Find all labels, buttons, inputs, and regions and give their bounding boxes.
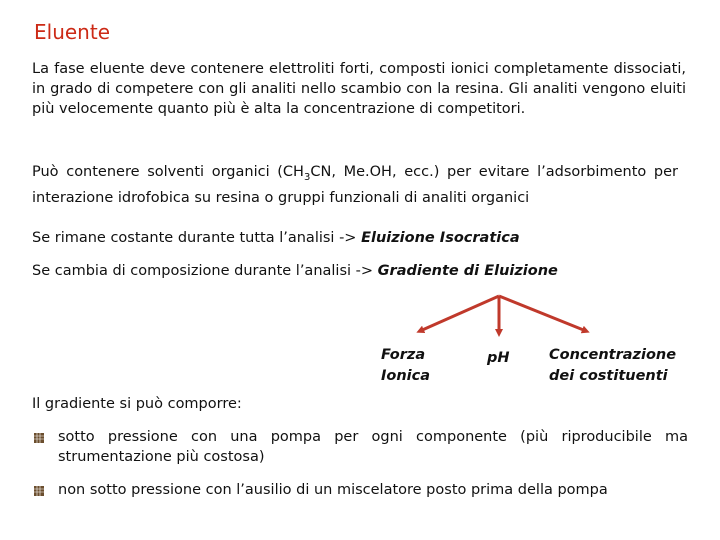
- arrow-to-concentration: [499, 296, 586, 331]
- gradient-text: Se cambia di composizione durante l’analisi ->: [32, 263, 378, 279]
- bullet-icon: [34, 433, 44, 443]
- organic-solvents-text-start: Può contenere solventi organici (CH: [32, 164, 304, 180]
- ionic-strength-label: Forza Ionica: [381, 347, 431, 384]
- gradient-term: Gradiente di Eluizione: [377, 263, 558, 279]
- arrow-to-ionic-strength: [420, 296, 499, 331]
- composition-intro: Il gradiente si può comporre:: [32, 396, 242, 412]
- eluent-description: La fase eluente deve contenere elettroliti forti, composti ionici completamente dissociati, in grado di competere con gli analiti nello scambio con la resina. Gli analiti vengono eluiti più velocemente quanto più è alta la concentrazione di competitori.: [32, 61, 686, 117]
- organic-solvents-text-end: CN, Me.OH, ecc.) per evitare l’adsorbimento per interazione idrofobica su resina o gruppi funzionali di analiti organici: [32, 164, 679, 206]
- bullet-item-pressurized: sotto pressione con una pompa per ogni componente (più riproducibile ma strumentazione più costosa): [58, 429, 688, 465]
- ph-label: pH: [487, 350, 510, 366]
- subscript-three: 3: [303, 171, 311, 183]
- bullet-item-unpressurized: non sotto pressione con l’ausilio di un miscelatore posto prima della pompa: [58, 482, 608, 498]
- slide-title: Eluente: [34, 20, 110, 44]
- isocratic-text: Se rimane costante durante tutta l’analisi ->: [32, 230, 362, 246]
- concentration-label: Concentrazione dei costituenti: [549, 347, 677, 384]
- isocratic-term: Eluizione Isocratica: [361, 230, 520, 246]
- bullet-icon: [34, 486, 44, 496]
